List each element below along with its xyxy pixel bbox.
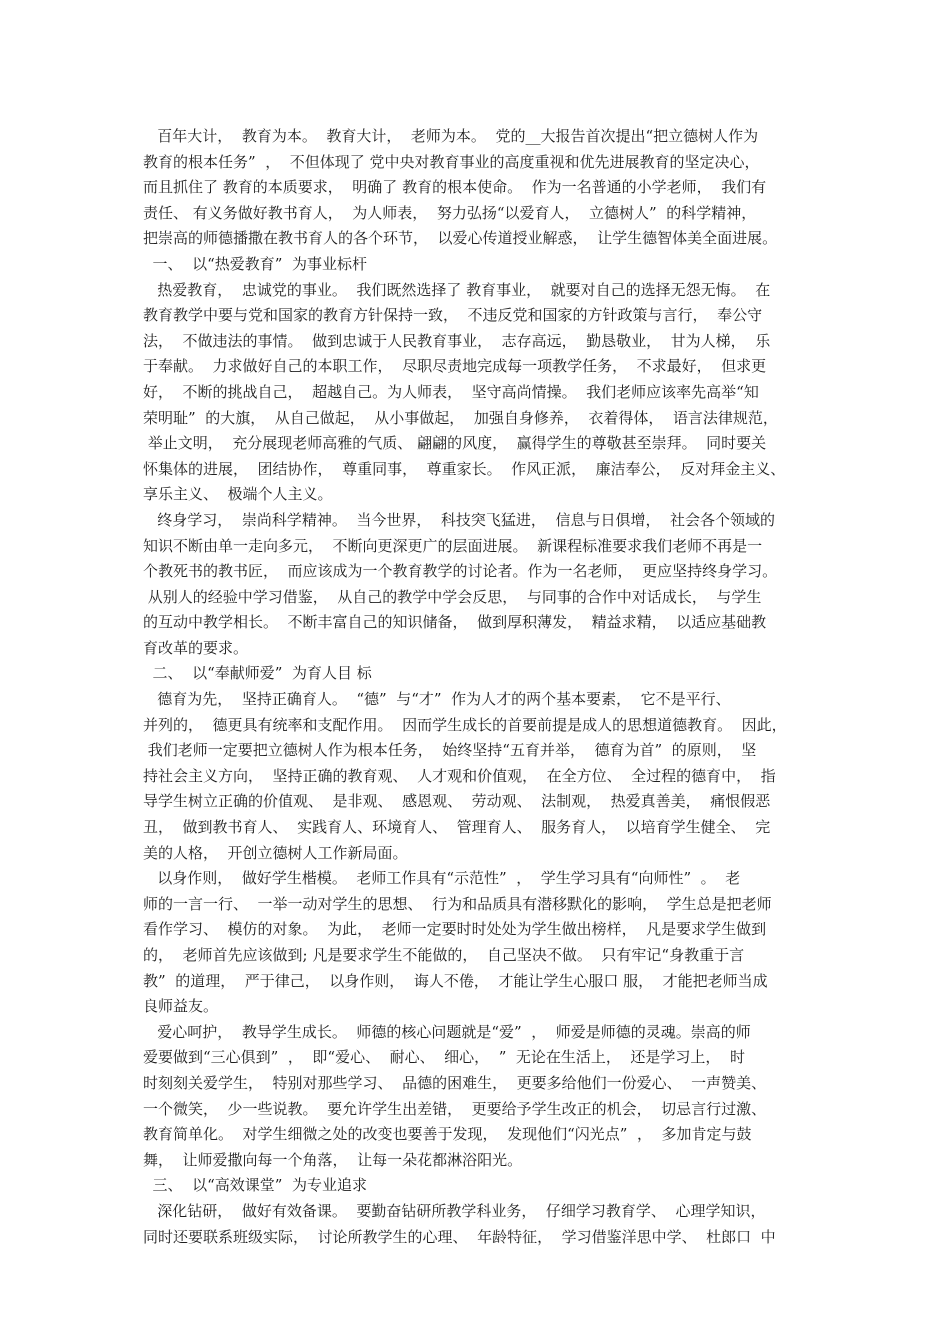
text-line: 个教死书的教书匠， 而应该成为一个教育教学的讨论者。作为一名老师， 更应坚持终身学习。 [143, 562, 778, 581]
text-line: 舞， 让师爱撒向每一个角落， 让每一朵花都淋浴阳光。 [143, 1150, 523, 1169]
text-line: 丑， 做到教书育人、 实践育人、环境育人、 管理育人、 服务育人， 以培育学生健全、 完 [143, 818, 771, 837]
text-line: 举止文明， 充分展现老师高雅的气质、 翩翩的风度， 赢得学生的尊敬甚至崇拜。 同时要关 [143, 434, 767, 453]
text-line: 热爱教育， 忠诚党的事业。 我们既然选择了 教育事业， 就要对自己的选择无怨无悔。 在 [143, 280, 771, 299]
text-line: 我们老师一定要把立德树人作为根本任务， 始终坚持“五育并举， 德育为首” 的原则， 坚 [143, 741, 757, 760]
text-line: 知识不断由单一走向多元， 不断向更深更广的层面进展。 新课程标准要求我们老师不再是一 [143, 536, 763, 555]
text-line: 的互动中教学相长。 不断丰富自己的知识储备， 做到厚积薄发， 精益求精， 以适应基础教 [143, 613, 767, 632]
text-line: 同时还要联系班级实际， 讨论所教学生的心理、 年龄特征， 学习借鉴洋思中学、 杜郎口 中 [143, 1227, 776, 1246]
text-line: 深化钻研， 做好有效备课。 要勤奋钻研所教学科业务， 仔细学习教育学、 心理学知识， [143, 1201, 766, 1220]
text-line: 的， 老师首先应该做到; 凡是要求学生不能做的， 自己坚决不做。 只有牢记“身教重于言 [143, 946, 745, 964]
text-line: 法， 不做违法的事情。 做到忠诚于人民教育事业， 志存高远， 勤恳敬业， 甘为人梯， 乐 [143, 331, 771, 350]
section-heading: 二、 以“奉献师爱” 为育人目 标 [143, 664, 372, 683]
text-line: 好， 不断的挑战自己， 超越自己。为人师表， 坚守高尚情操。 我们老师应该率先高举“知 [143, 382, 759, 401]
text-line: 时刻刻关爱学生， 特别对那些学习、 品德的困难生， 更要多给他们一份爱心、 一声赞美、 [143, 1073, 767, 1092]
text-line: 持社会主义方向， 坚持正确的教育观、 人才观和价值观， 在全方位、 全过程的德育中， 指 [143, 766, 776, 785]
text-line: 美的人格， 开创立德树人工作新局面。 [143, 843, 408, 862]
text-line: 于奉献。 力求做好自己的本职工作， 尽职尽责地完成每一项教学任务， 不求最好， 但求更 [143, 357, 767, 376]
text-line: 教育教学中要与党和国家的教育方针保持一致， 不违反党和国家的方针政策与言行， 奉公守 [143, 306, 763, 325]
text-line: 爱要做到“三心俱到” ， 即“爱心、 耐心、 细心， ” 无论在生活上， 还是学习上， 时 [143, 1048, 745, 1067]
text-line: 教” 的道理， 严于律己， 以身作则， 诲人不倦， 才能让学生心服口 服， 才能把老师当成 [143, 971, 768, 990]
section-heading: 一、 以“热爱教育” 为事业标杆 [143, 254, 367, 273]
text-line: 责任、 有义务做好教书育人， 为人师表， 努力弘扬“以爱育人， 立德树人” 的科学精神， [143, 203, 757, 222]
text-line: 爱心呵护， 教导学生成长。 师德的核心问题就是“爱” ， 师爱是师德的灵魂。崇高的师 [143, 1022, 751, 1041]
text-line: 而且抓住了 教育的本质要求， 明确了 教育的根本使命。 作为一名普通的小学老师， 我们有 [143, 178, 767, 197]
text-line: 育改革的要求。 [143, 638, 249, 657]
text-line: 师的一言一行、 一举一动对学生的思想、 行为和品质具有潜移默化的影响， 学生总是把老师 [143, 894, 772, 913]
text-line: 终身学习， 崇尚科学精神。 当今世界， 科技突飞猛进， 信息与日俱增， 社会各个领域的 [143, 510, 775, 529]
text-line: 从别人的经验中学习借鉴， 从自己的教学中学会反思， 与同事的合作中对话成长， 与学生 [143, 587, 762, 606]
text-line: 教育简单化。 对学生细微之处的改变也要善于发现， 发现他们“闪光点” ， 多加肯定与鼓 [143, 1125, 752, 1144]
section-heading: 三、 以“高效课堂” 为专业追求 [143, 1176, 367, 1195]
text-line: 一个微笑， 少一些说教。 要允许学生出差错， 更要给予学生改正的机会， 切忌言行过激、 [143, 1099, 767, 1118]
text-line: 把崇高的师德播撒在教书育人的各个环节， 以爱心传道授业解惑， 让学生德智体美全面进展。 [143, 229, 778, 248]
text-line: 教育的根本任务” ， 不但体现了 党中央对教育事业的高度重视和优先进展教育的坚定决心， [143, 152, 760, 171]
text-line: 百年大计， 教育为本。 教育大计， 老师为本。 党的__大报告首次提出“把立德树人作为 [143, 127, 759, 145]
text-line: 德育为先， 坚持正确育人。 “德” 与“才” 作为人才的两个基本要素， 它不是平行、 [143, 690, 731, 709]
document-body [143, 124, 815, 1250]
text-line: 良师益友。 [143, 997, 219, 1016]
text-line: 并列的， 德更具有统率和支配作用。 因而学生成长的首要前提是成人的思想道德教育。 因此， [143, 715, 787, 734]
text-line: 怀集体的进展， 团结协作， 尊重同事， 尊重家长。 作风正派， 廉洁奉公， 反对拜金主义、 [143, 459, 786, 478]
text-line: 导学生树立正确的价值观、 是非观、 感恩观、 劳动观、 法制观， 热爱真善美， 痛恨假恶 [143, 792, 771, 811]
text-line: 看作学习、 模仿的对象。 为此， 老师一定要时时处处为学生做出榜样， 凡是要求学生做到 [143, 920, 767, 939]
text-line: 荣明耻” 的大旗， 从自己做起， 从小事做起， 加强自身修养， 衣着得体， 语言法律规范， [143, 408, 778, 427]
text-line: 以身作则， 做好学生楷模。 老师工作具有“示范性” ， 学生学习具有“向师性” 。 老 [143, 869, 741, 888]
text-line: 享乐主义、 极端个人主义。 [143, 485, 333, 504]
